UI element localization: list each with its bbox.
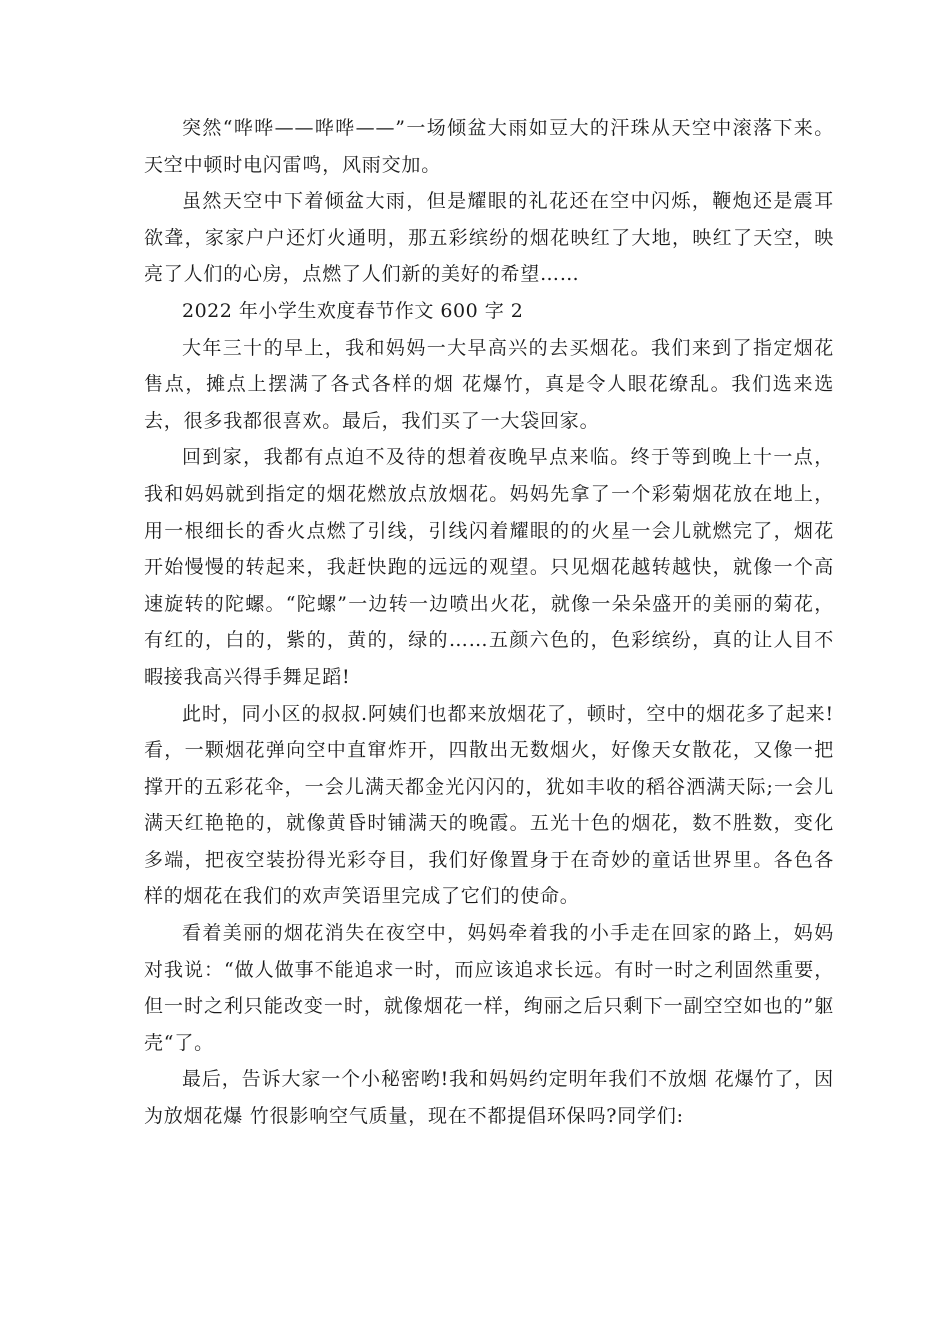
section-heading: 2022 年小学生欢度春节作文 600 字 2 xyxy=(182,299,524,322)
paragraph-fireworks-in-rain: 虽然天空中下着倾盆大雨，但是耀眼的礼花还在空中闪烁，鞭炮还是震耳欲聋，家家户户还灯火通明，那五彩缤纷的烟花映红了大地，映红了天空，映亮了人们的心房，点燃了人们新的美好的希望…… xyxy=(144,190,834,286)
document-body xyxy=(144,110,834,1135)
paragraph-secret: 最后，告诉大家一个小秘密哟!我和妈妈约定明年我们不放烟 花爆竹了，因为放烟花爆 竹很影响空气质量，现在不都提倡环保吗?同学们: xyxy=(144,1068,834,1128)
paragraph-buying-fireworks: 大年三十的早上，我和妈妈一大早高兴的去买烟花。我们来到了指定烟花售点，摊点上摆满了各式各样的烟 花爆竹，真是令人眼花缭乱。我们选来选去，很多我都很喜欢。最后，我们买了一大袋回家。 xyxy=(144,336,834,432)
paragraph-neighbors-fireworks: 此时，同小区的叔叔.阿姨们也都来放烟花了，顿时，空中的烟花多了起来!看，一颗烟花弹向空中直窜炸开，四散出无数烟火，好像天女散花，又像一把撑开的五彩花伞，一会儿满天都金光闪闪的，犹如丰收的稻谷洒满天际;一会儿满天红艳艳的，就像黄昏时铺满天的晚霞。五光十色的烟花，数不胜数，变化多端，把夜空装扮得光彩夺目，我们好像置身于在奇妙的童话世界里。各色各样的烟花在我们的欢声笑语里完成了它们的使命。 xyxy=(144,702,834,908)
paragraph-rain: 突然“哗哗——哗哗——”一场倾盆大雨如豆大的汗珠从天空中滚落下来。天空中顿时电闪雷鸣，风雨交加。 xyxy=(144,117,834,176)
paragraph-mother-advice: 看着美丽的烟花消失在夜空中，妈妈牵着我的小手走在回家的路上，妈妈对我说：“做人做事不能追求一时，而应该追求长远。有时一时之利固然重要，但一时之利只能改变一时，就像烟花一样，绚丽之后只剩下一副空空如也的”躯壳“了。 xyxy=(144,922,834,1054)
paragraph-lighting-fireworks: 回到家，我都有点迫不及待的想着夜晚早点来临。终于等到晚上十一点，我和妈妈就到指定的烟花燃放点放烟花。妈妈先拿了一个彩菊烟花放在地上，用一根细长的香火点燃了引线，引线闪着耀眼的的火星一会儿就燃完了，烟花开始慢慢的转起来，我赶快跑的远远的观望。只见烟花越转越快，就像一个高速旋转的陀螺。“陀螺”一边转一边喷出火花，就像一朵朵盛开的美丽的菊花，有红的，白的，紫的，黄的，绿的……五颜六色的，色彩缤纷，真的让人目不暇接我高兴得手舞足蹈! xyxy=(144,446,834,688)
